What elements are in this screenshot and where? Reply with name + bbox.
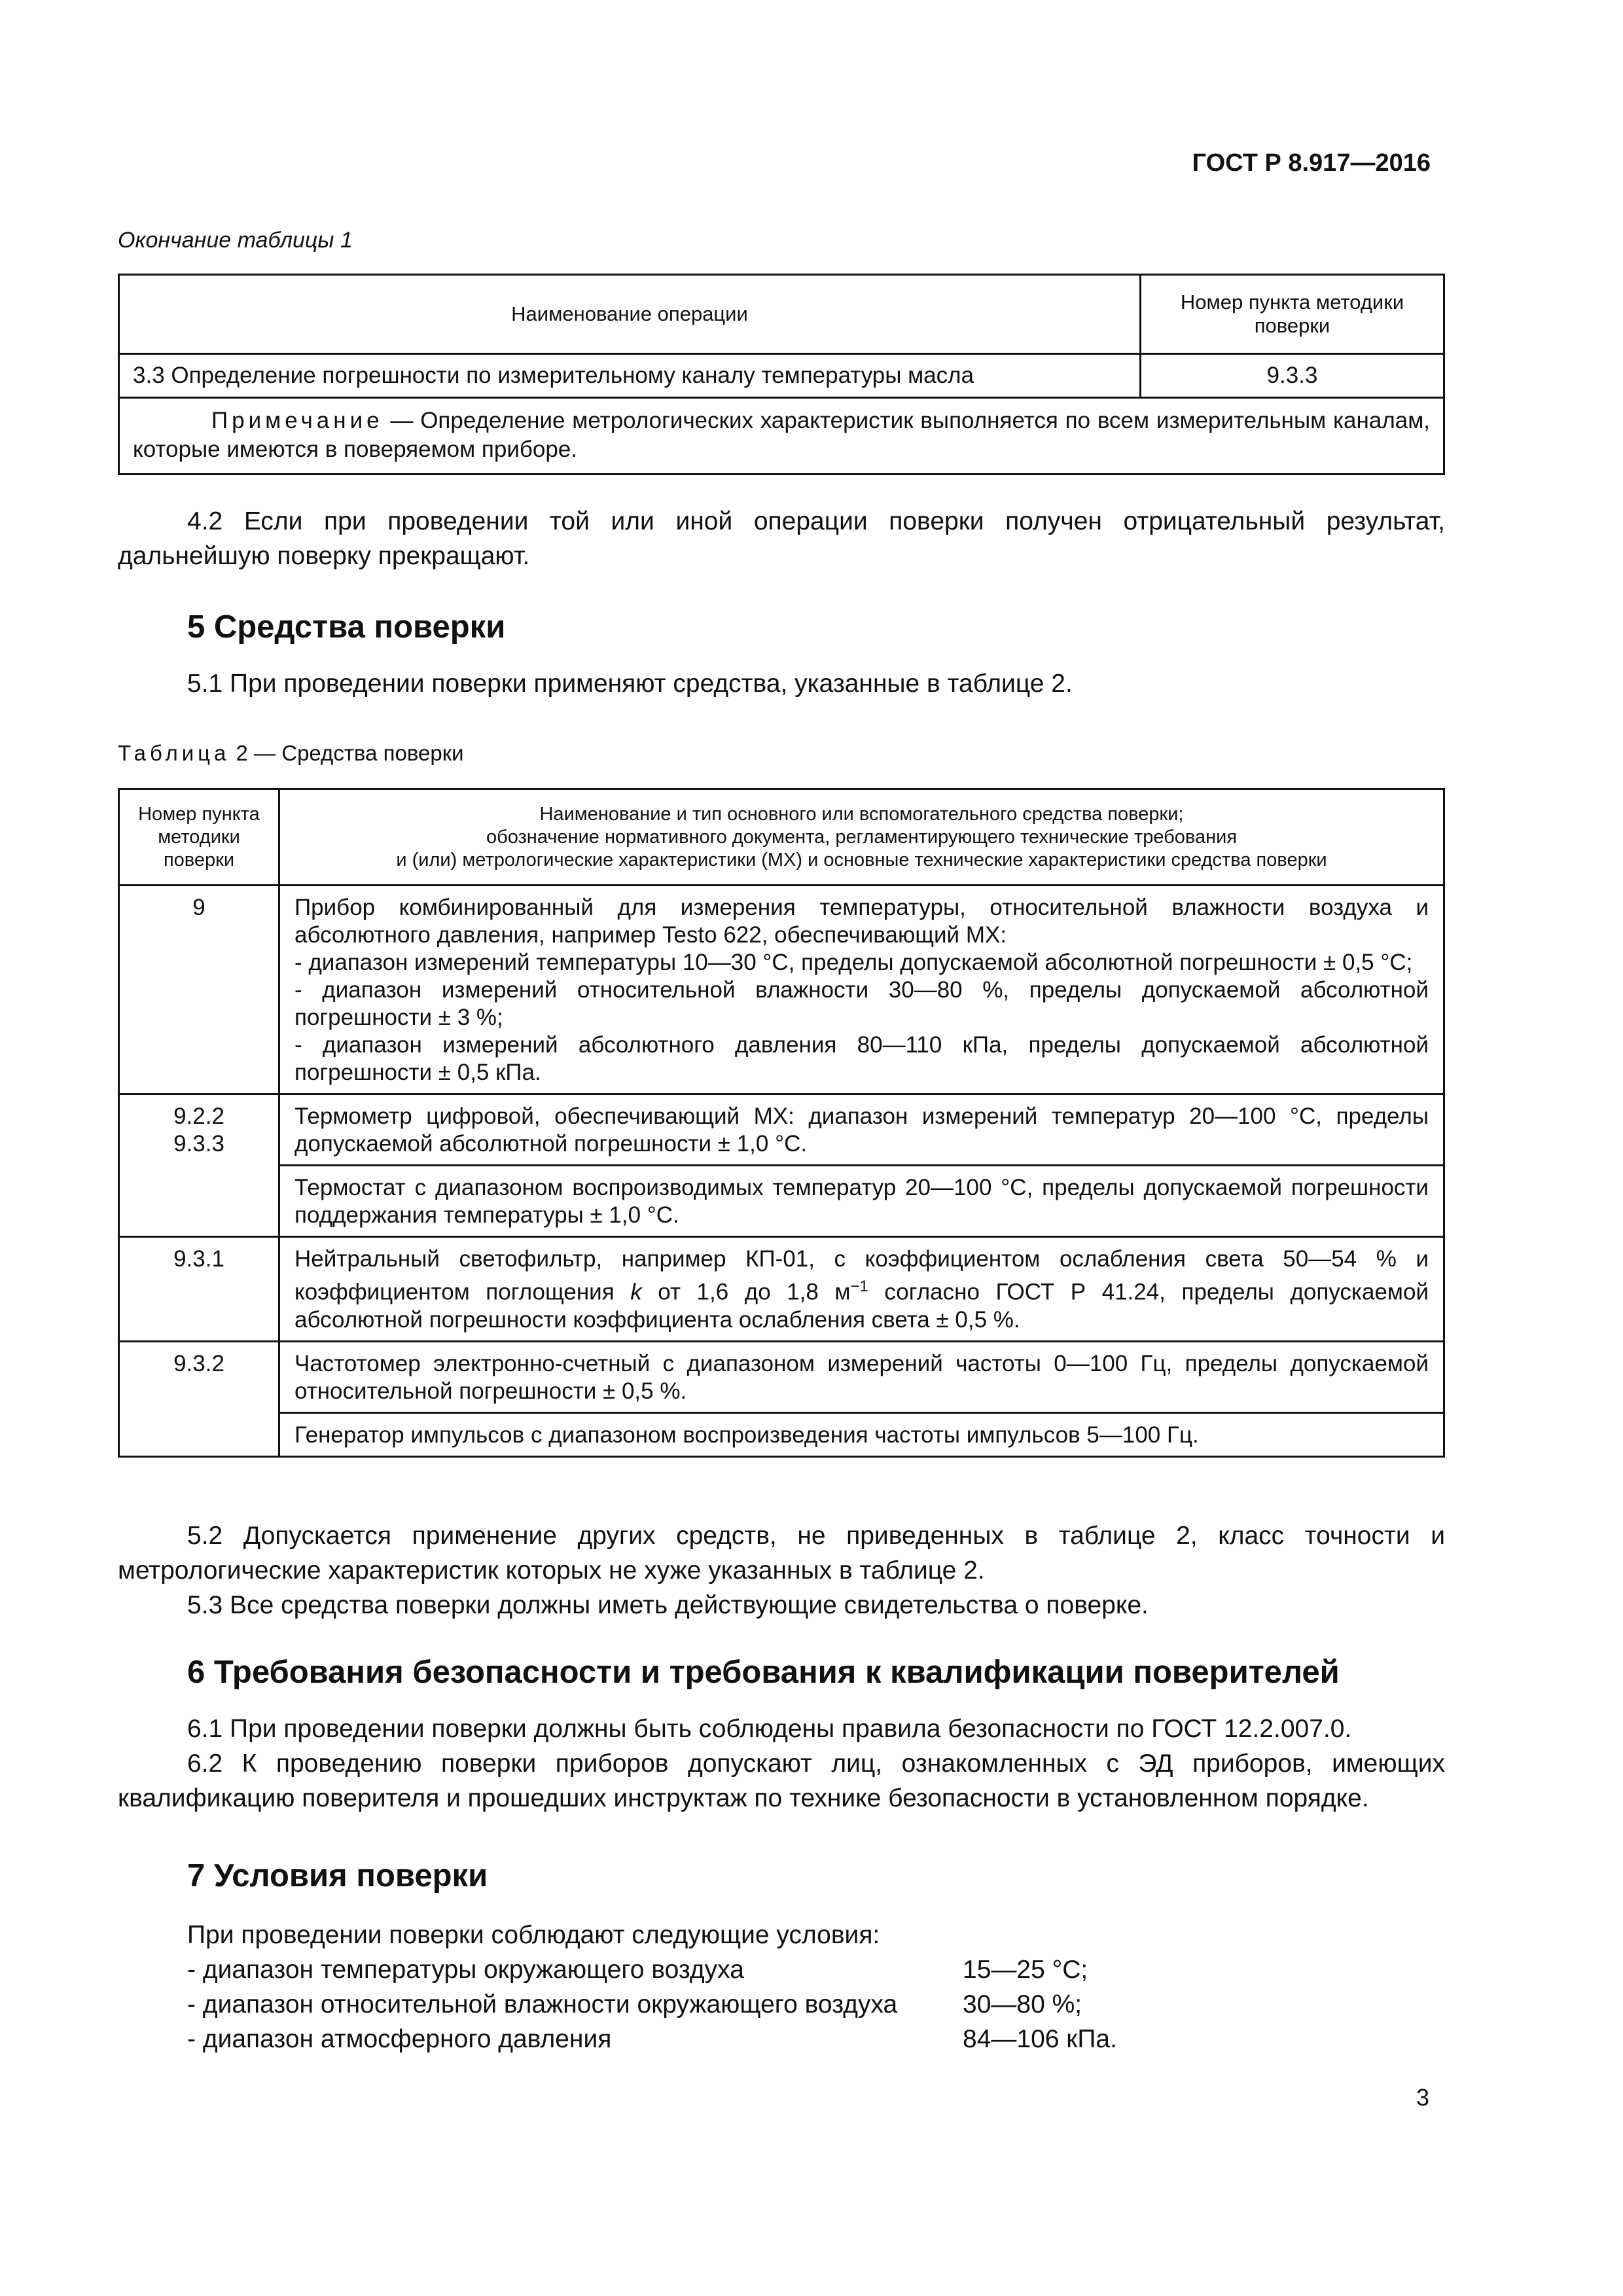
table1-note: [119, 398, 1444, 475]
table2-desc-frequency-meter: Частотомер электронно-счетный с диапазоном измерений частоты 0—100 Гц, пределы допускаемой относительной погрешности ± 0,5 %.: [279, 1341, 1444, 1412]
table-row: [119, 354, 1444, 398]
list-item: - диапазон температуры окружающего воздуха 15—25 °С;: [187, 1956, 1088, 1984]
table2-desc-combined-device: Прибор комбинированный для измерения температуры, относительной влажности воздуха и абсолютного давления, например Testo 622, обеспечивающий МХ: - диапазон измерений температуры 10—30 °С, пределы допускаемой абсолютной погрешности ± 0,5 °С; - диапазон измерений относительной влажности 30—80 %, пределы допускаемой абсолютной погрешности ± 3 %; - диапазон измерений абсолютного давления 80—110 кПа, пределы допускаемой абсолютной погрешности ± 0,5 кПа.: [279, 886, 1444, 1094]
table-row: [119, 886, 1444, 1094]
table-row: [119, 1094, 1444, 1166]
table2-header-desc: Наименование и тип основного или вспомогательного средства поверки; обозначение нормативного документа, регламентирующего технические требования и (или) метрологические характеристики (МХ) и основные технические характеристики средства поверки: [279, 789, 1444, 886]
table2-header-item: Номер пункта методики поверки: [119, 789, 279, 886]
table1-cell-operation: 3.3 Определение погрешности по измерительному каналу температуры масла: [119, 354, 1141, 398]
table-row: [119, 1166, 1444, 1237]
table1-caption: Окончание таблицы 1: [118, 228, 353, 253]
paragraph-4-2: 4.2 Если при проведении той или иной операции поверки получен отрицательный результат, дальнейшую поверку прекращают.: [118, 507, 1445, 570]
paragraph-5-1: 5.1 При проведении поверки применяют средства, указанные в таблице 2.: [187, 670, 1073, 698]
table2-item-9: 9: [119, 886, 279, 1094]
table1-header-operation: Наименование операции: [119, 275, 1141, 354]
table1-header-item: Номер пункта методики поверки: [1141, 275, 1444, 354]
table2-item-9-3-2: 9.3.2: [119, 1341, 279, 1456]
table2-desc-thermometer: Термометр цифровой, обеспечивающий МХ: диапазон измерений температур 20—100 °С, пределы допускаемой абсолютной погрешности ± 1,0 °С.: [279, 1094, 1444, 1166]
table1-cell-item: 9.3.3: [1141, 354, 1444, 398]
table-row: [119, 1412, 1444, 1456]
table2-item-9-3-1: 9.3.1: [119, 1237, 279, 1342]
table2-desc-thermostat: Термостат с диапазоном воспроизводимых температур 20—100 °С, пределы допускаемой погрешности поддержания температуры ± 1,0 °С.: [279, 1166, 1444, 1237]
list-item: - диапазон атмосферного давления 84—106 кПа.: [187, 2025, 1117, 2053]
conditions-list: [187, 1918, 1117, 2056]
table-row: [119, 1341, 1444, 1412]
table1: [118, 274, 1445, 475]
table2: [118, 788, 1445, 1458]
list-item: - диапазон относительной влажности окружающего воздуха 30—80 %;: [187, 1990, 1082, 2018]
table-row: [119, 1237, 1444, 1342]
section-7-title: 7 Условия поверки: [187, 1858, 488, 1893]
table2-desc-pulse-generator: Генератор импульсов с диапазоном воспроизведения частоты импульсов 5—100 Гц.: [279, 1412, 1444, 1456]
document-code: ГОСТ Р 8.917—2016: [1192, 149, 1431, 177]
table2-caption: Таблица 2 — Средства поверки: [118, 741, 464, 765]
page-number: 3: [1416, 2084, 1429, 2111]
note-text: — Определение метрологических характеристик выполняется по всем измерительным каналам, которые имеются в поверяемом приборе.: [133, 408, 1430, 462]
table2-desc-filter: Нейтральный светофильтр, например КП-01, с коэффициентом ослабления света 50—54 % и коэффициентом поглощения k от 1,6 до 1,8 $м^{-1}$ согласно ГОСТ Р 41.24, пределы допускаемой абсолютной погрешности коэффициента ослабления света ± 0,5 %.: [279, 1237, 1444, 1342]
section-6-title: 6 Требования безопасности и требования к квалификации поверителей: [187, 1655, 1340, 1690]
note-label: Примечание: [211, 408, 383, 433]
paragraph-5-2-5-3: 5.2 Допускается применение других средств, не приведенных в таблице 2, класс точности и метрологические характеристик которых не хуже указанных в таблице 2. 5.3 Все средства поверки должны иметь действующие свидетельства о поверке.: [118, 1522, 1445, 1619]
table2-item-9-2-2: 9.2.2 9.3.3: [119, 1094, 279, 1237]
section-5-title: 5 Средства поверки: [187, 609, 506, 645]
conditions-intro: При проведении поверки соблюдают следующие условия:: [187, 1921, 880, 1949]
paragraph-6: 6.1 При проведении поверки должны быть соблюдены правила безопасности по ГОСТ 12.2.007.0. 6.2 К проведению поверки приборов допускают лиц, ознакомленных с ЭД приборов, имеющих квалификацию поверителя и прошедших инструктаж по технике безопасности в установленном порядке.: [118, 1715, 1445, 1812]
